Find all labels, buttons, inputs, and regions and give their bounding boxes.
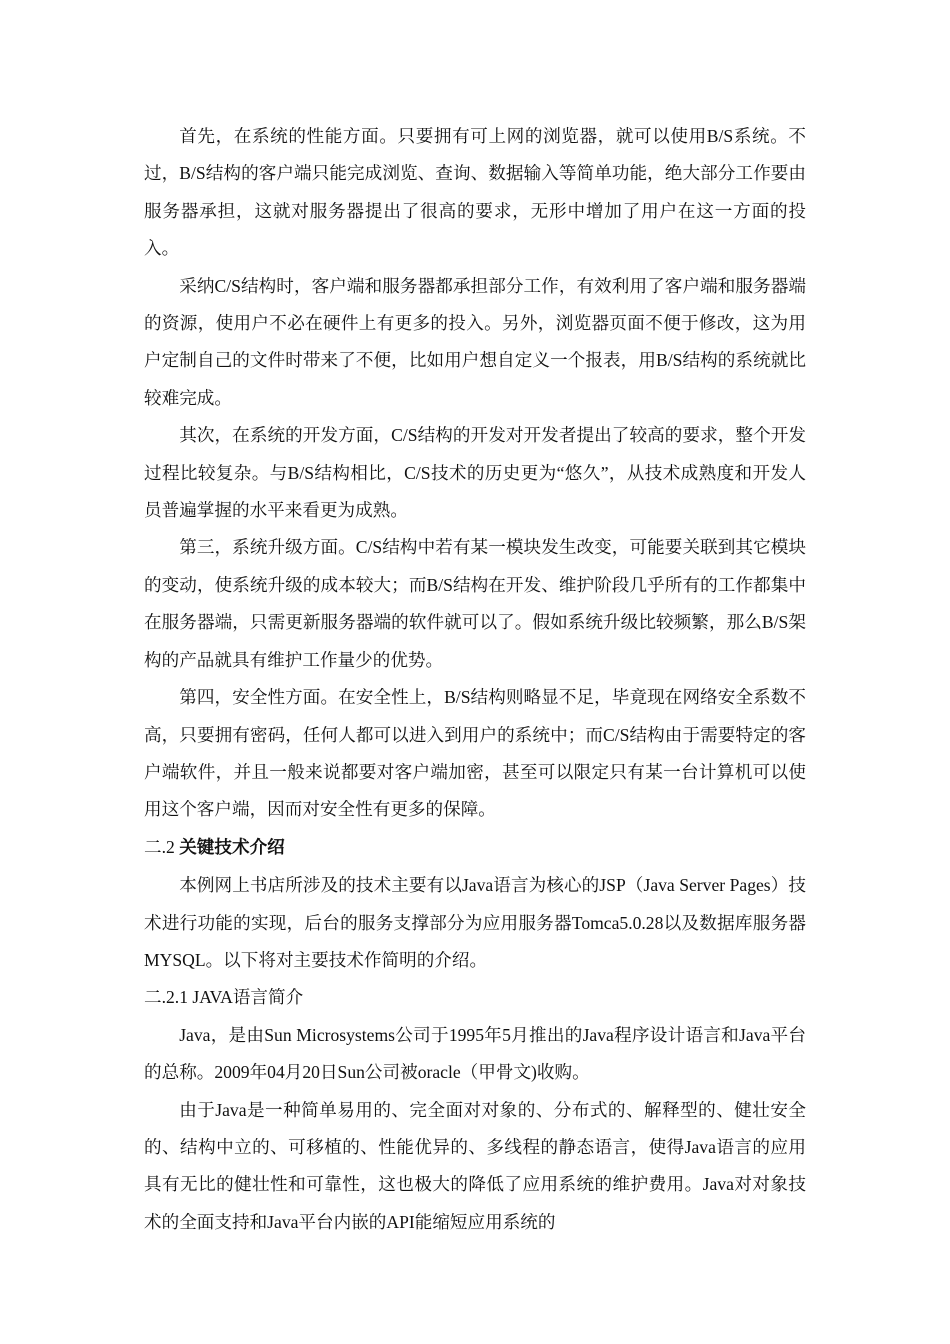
paragraph-java-features: 由于Java是一种简单易用的、完全面对对象的、分布式的、解释型的、健壮安全的、结构中立的、可移植的、性能优异的、多线程的静态语言，使得Java语言的应用具有无比的健壮性和可靠性，这也极大的降低了应用系统的维护费用。Java对对象技术的全面支持和Java平台内嵌的API能缩短应用系统的 <box>144 1099 806 1232</box>
subsection-title: JAVA语言简介 <box>192 987 304 1008</box>
paragraph-cs-structure: 采纳C/S结构时，客户端和服务器都承担部分工作，有效利用了客户端和服务器端的资源，使用户不必在硬件上有更多的投入。另外，浏览器页面不便于修改，这为用户定制自己的文件时带来了不便，比如用户想自定义一个报表，用B/S结构的系统就比较难完成。 <box>144 275 806 408</box>
paragraph-performance: 首先，在系统的性能方面。只要拥有可上网的浏览器，就可以使用B/S系统。不过，B/S结构的客户端只能完成浏览、查询、数据输入等简单功能，绝大部分工作要由服务器承担，这就对服务器提出了很高的要求，无形中增加了用户在这一方面的投入。 <box>144 126 806 259</box>
paragraph-key-tech: 本例网上书店所涉及的技术主要有以Java语言为核心的JSP（Java Server Pages）技术进行功能的实现，后台的服务支撑部分为应用服务器Tomca5.0.28以及数据库服务器MYSQL。以下将对主要技术作简明的介绍。 <box>144 875 806 970</box>
paragraph-java-intro: Java，是由Sun Microsystems公司于1995年5月推出的Java程序设计语言和Java平台的总称。2009年04月20日Sun公司被oracle（甲骨文)收购。 <box>144 1024 806 1083</box>
section-heading-2-2 <box>144 829 806 867</box>
section-title: 关键技术介绍 <box>179 837 285 858</box>
section-number: 二.2 <box>144 836 180 857</box>
paragraph-development: 其次，在系统的开发方面，C/S结构的开发对开发者提出了较高的要求，整个开发过程比较复杂。与B/S结构相比，C/S技术的历史更为“悠久”，从技术成熟度和开发人员普遍掌握的水平来看更为成熟。 <box>144 425 806 521</box>
subsection-number: 二.2.1 <box>144 987 193 1008</box>
paragraph-security: 第四，安全性方面。在安全性上，B/S结构则略显不足，毕竟现在网络安全系数不高，只要拥有密码，任何人都可以进入到用户的系统中；而C/S结构由于需要特定的客户端软件，并且一般来说都要对客户端加密，甚至可以限定只有某一台计算机可以使用这个客户端，因而对安全性有更多的保障。 <box>144 687 806 820</box>
section-heading-2-2-1 <box>144 979 806 1016</box>
paragraph-upgrade: 第三，系统升级方面。C/S结构中若有某一模块发生改变，可能要关联到其它模块的变动，使系统升级的成本较大；而B/S结构在开发、维护阶段几乎所有的工作都集中在服务器端，只需更新服务器端的软件就可以了。假如系统升级比较频繁，那么B/S架构的产品就具有维护工作量少的优势。 <box>144 537 806 670</box>
document-page <box>144 118 806 1241</box>
